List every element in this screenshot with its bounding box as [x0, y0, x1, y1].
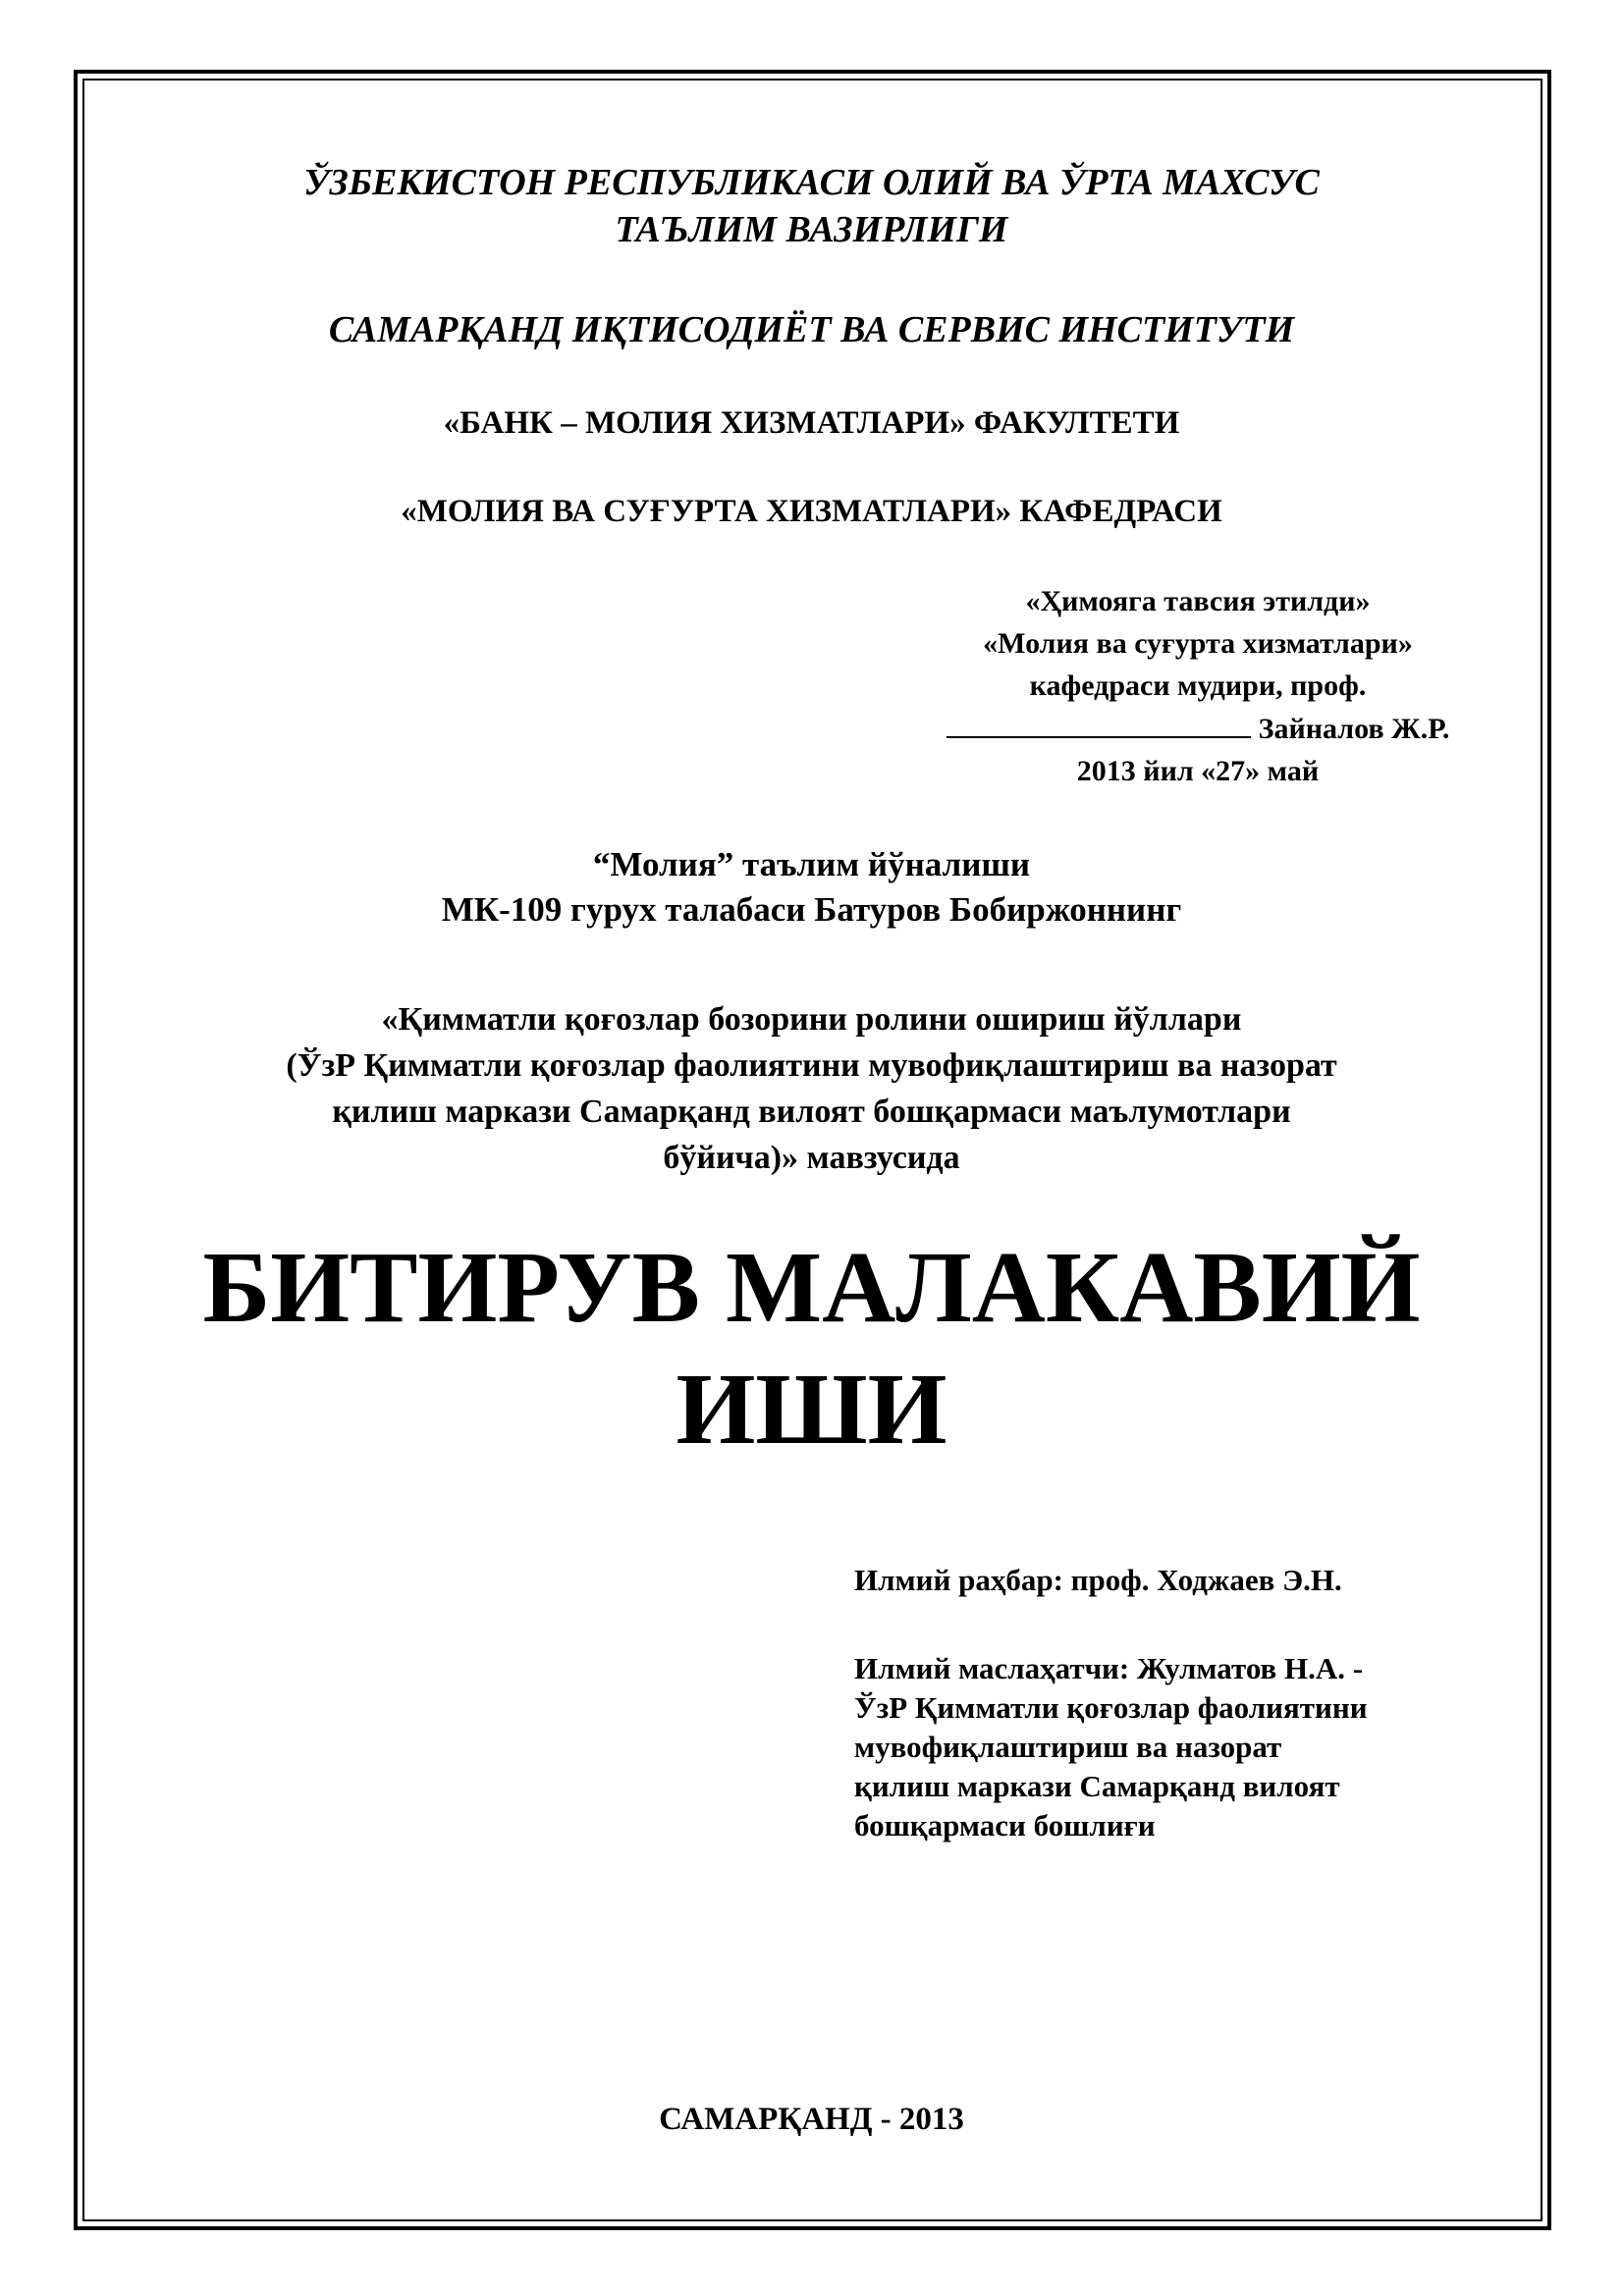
signature-line	[947, 707, 1251, 738]
topic-line-4: бўйича)» мавзусида	[663, 1140, 960, 1176]
signature-row	[884, 707, 1512, 750]
institute-name: САМАРҚАНД ИҚТИСОДИЁТ ВА СЕРВИС ИНСТИТУТИ	[328, 309, 1295, 350]
consultant-line-4: қилиш маркази Самарқанд вилоят	[854, 1769, 1340, 1803]
approval-line-3: кафедраси мудири, проф.	[1029, 669, 1367, 702]
approval-line-1: «Ҳимояга тавсия этилди»	[1025, 585, 1371, 617]
approval-signer: Зайналов Ж.Р.	[1258, 713, 1450, 745]
topic-line-1: «Қимматли қоғозлар бозорини ролини ошириш йўллари	[381, 1001, 1242, 1038]
consultant-line-1: Илмий маслаҳатчи: Жулматов Н.А. -	[854, 1651, 1364, 1685]
topic-line-2: (ЎзР Қимматли қоғозлар фаолиятини мувофиқлаштириш ва назорат	[286, 1047, 1337, 1084]
advisors-block	[854, 1561, 1368, 1845]
consultant-line-5: бошқармаси бошлиғи	[854, 1808, 1156, 1842]
advisors-spacer	[854, 1600, 1368, 1649]
approval-line-2: «Молия ва суғурта хизматлари»	[983, 627, 1413, 660]
city-year: САМАРҚАНД - 2013	[659, 2102, 964, 2137]
ministry-line-1: ЎЗБЕКИСТОН РЕСПУБЛИКАСИ ОЛИЙ ВА ЎРТА МАХСУС	[303, 162, 1320, 203]
approval-date: 2013 йил «27» май	[1076, 755, 1320, 787]
ministry-line-2: ТАЪЛИМ ВАЗИРЛИГИ	[615, 209, 1008, 250]
student-info	[0, 842, 1623, 933]
document-title	[0, 1227, 1623, 1470]
faculty-name: «БАНК – МОЛИЯ ХИЗМАТЛАРИ» ФАКУЛТЕТИ	[443, 405, 1180, 441]
thesis-topic	[0, 996, 1623, 1181]
topic-line-3: қилиш маркази Самарқанд вилоят бошқармаси маълумотлари	[332, 1094, 1291, 1130]
approval-block	[884, 580, 1512, 792]
supervisor: Илмий раҳбар: проф. Ходжаев Э.Н.	[854, 1563, 1342, 1597]
title-line-1: БИТИРУВ МАЛАКАВИЙ	[202, 1231, 1421, 1344]
student-line-1: “Молия” таълим йўналиши	[592, 845, 1031, 883]
ministry-name	[0, 159, 1623, 253]
consultant-line-3: мувофиқлаштириш ва назорат	[854, 1730, 1282, 1764]
consultant-line-2: ЎзР Қимматли қоғозлар фаолиятини	[854, 1690, 1368, 1725]
department-name: «МОЛИЯ ВА СУҒУРТА ХИЗМАТЛАРИ» КАФЕДРАСИ	[401, 494, 1222, 529]
student-line-2: МК-109 гурух талабаси Батуров Бобиржоннинг	[441, 890, 1182, 929]
title-line-2: ИШИ	[676, 1353, 947, 1466]
